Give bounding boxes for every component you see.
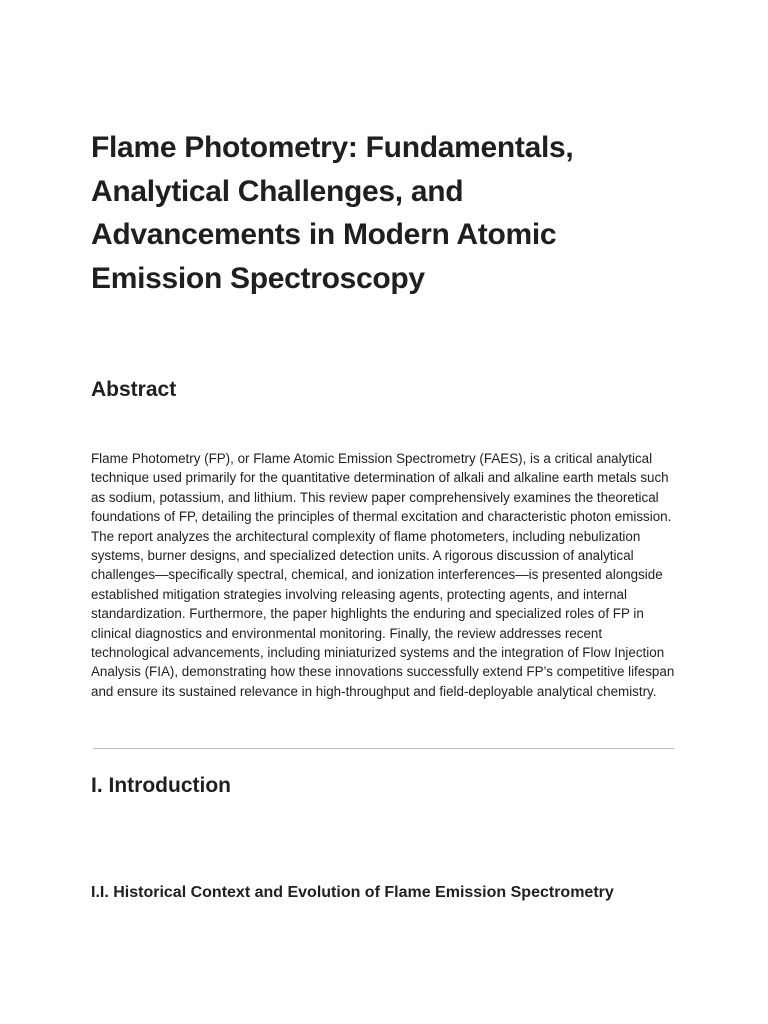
historical-context-subheading: I.I. Historical Context and Evolution of Flame Emission Spectrometry [91,884,614,901]
document-title: Flame Photometry: Fundamentals, Analytical Challenges, and Advancements in Modern Atomic Emission Spectroscopy [91,131,574,295]
section-divider [93,748,674,749]
abstract-heading: Abstract [91,378,177,401]
abstract-body: Flame Photometry (FP), or Flame Atomic Emission Spectrometry (FAES), is a critical analytical technique used primarily for the quantitative determination of alkali and alkaline earth metals such as sodium, potassium, and lithium. This review paper comprehensively examines the theoretical foundations of FP, detailing the principles of thermal excitation and characteristic photon emission. The report analyzes the architectural complexity of flame photometers, including nebulization systems, burner designs, and specialized detection units. A rigorous discussion of analytical challenges—specifically spectral, chemical, and ionization interferences—is presented alongside established mitigation strategies involving releasing agents, protecting agents, and internal standardization. Furthermore, the paper highlights the enduring and specialized roles of FP in clinical diagnostics and environmental monitoring. Finally, the review addresses recent technological advancements, including miniaturized systems and the integration of Flow Injection Analysis (FIA), demonstrating how these innovations successfully extend FP’s competitive lifespan and ensure its sustained relevance in high-throughput and field-deployable analytical chemistry. [91,451,675,699]
introduction-heading: I. Introduction [91,774,231,797]
